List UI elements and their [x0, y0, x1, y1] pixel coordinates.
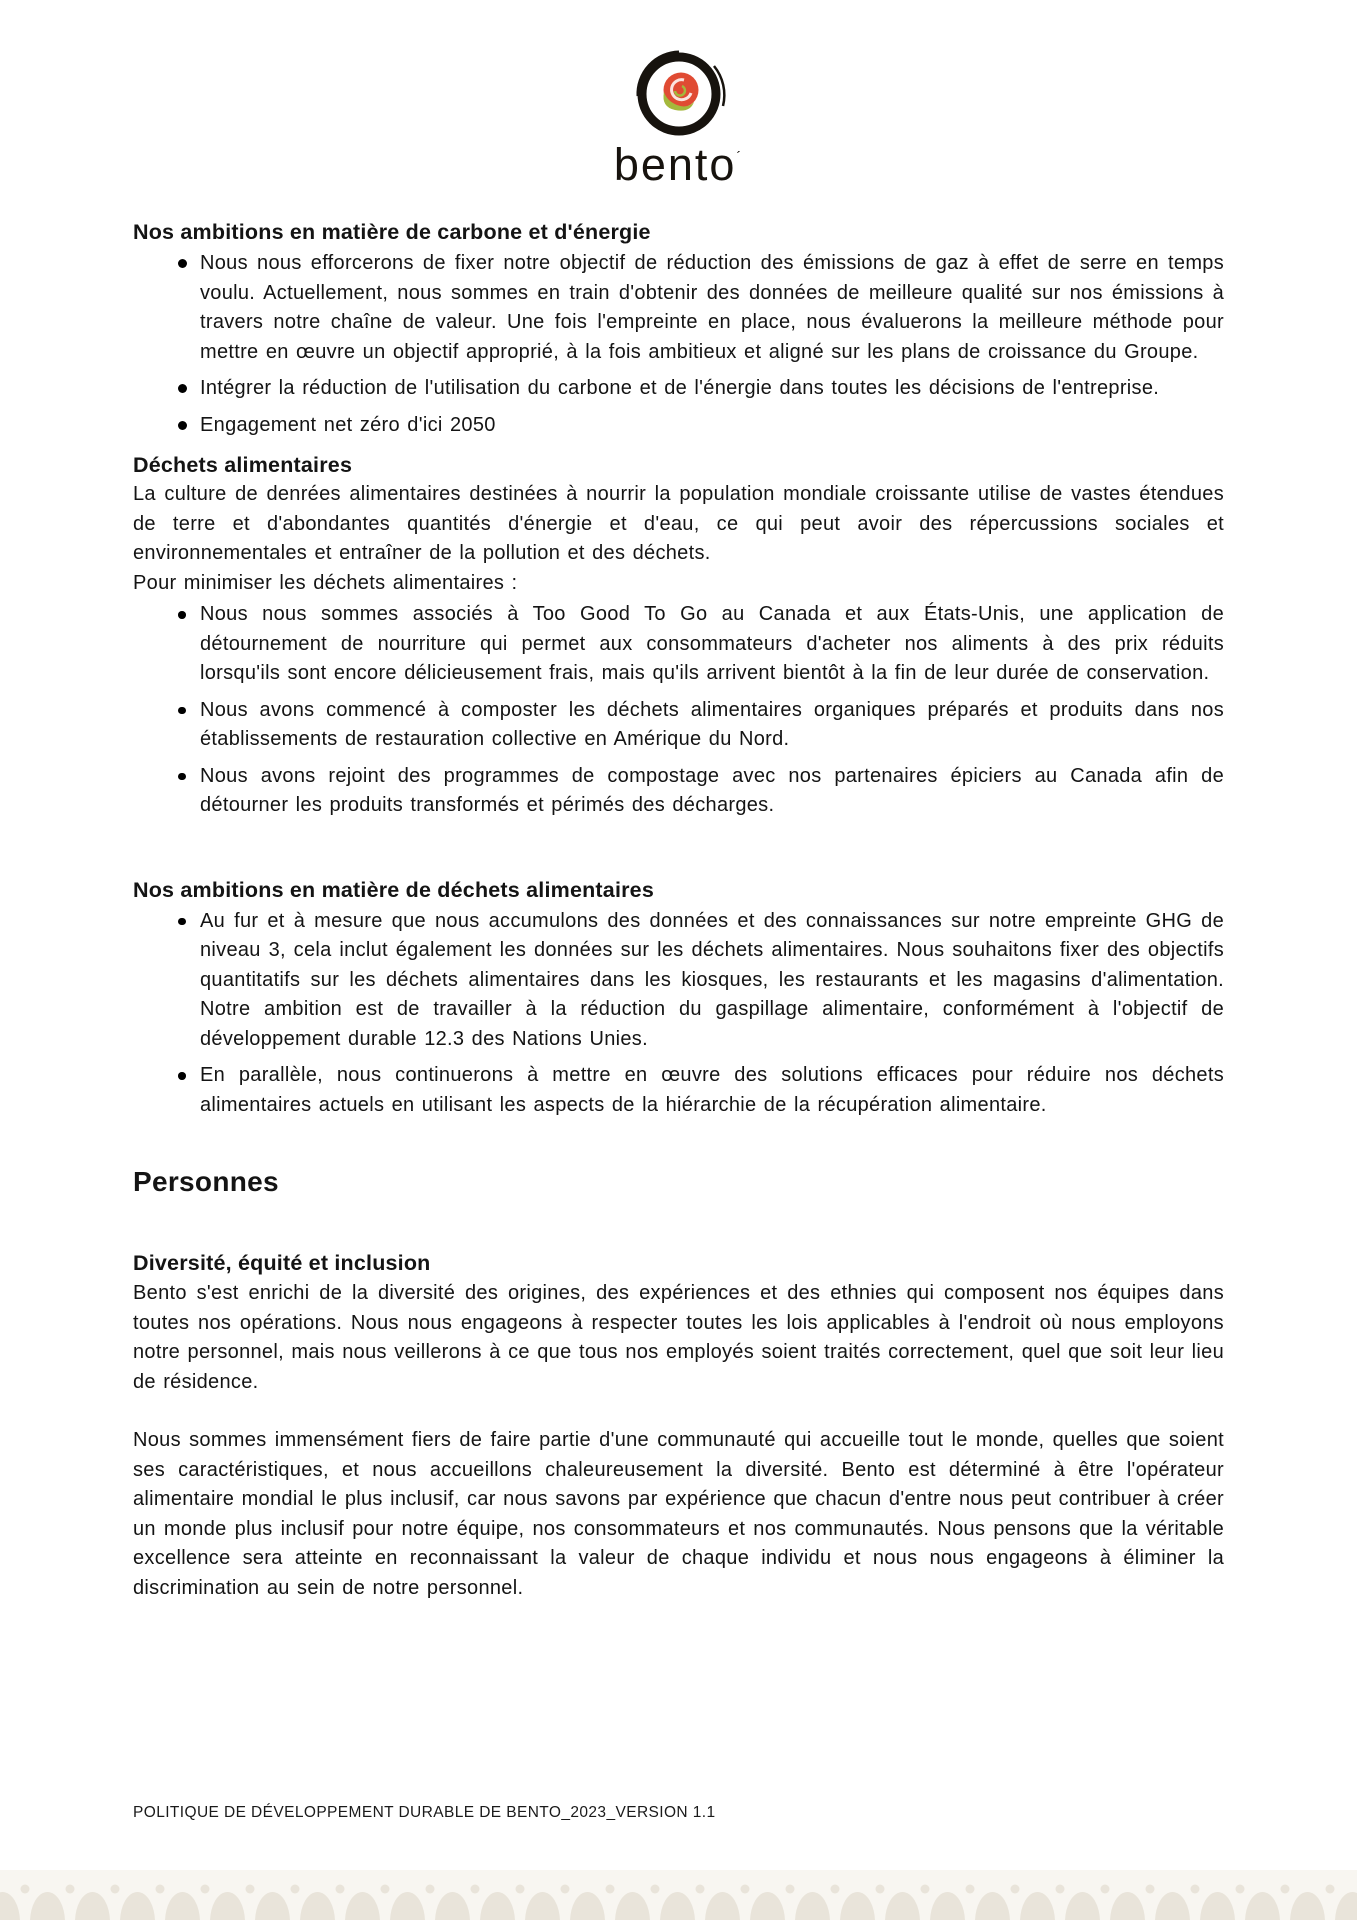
list-item	[133, 907, 1224, 1055]
list-item-text: Nous avons rejoint des programmes de compostage avec nos partenaires épiciers au Canada afin de détourner les produits transformés et périmés des décharges.	[200, 764, 1224, 816]
logo-trademark: ´	[736, 148, 744, 164]
scallop-pattern-icon	[0, 1870, 1357, 1920]
list-item	[133, 374, 1224, 404]
list-item-text: En parallèle, nous continuerons à mettre en œuvre des solutions efficaces pour réduire nos déchets alimentaires actuels en utilisant les aspects de la hiérarchie de la récupération alimentaire.	[200, 1064, 1224, 1116]
dei-paragraph-2: Nous sommes immensément fiers de faire partie d'une communauté qui accueille tout le monde, quelles que soient ses caractéristiques, et nous accueillons chaleureusement la diversité. Bento est déterminé à être l'opérateur alimentaire mondial le plus inclusif, car nous savons par expérience que chacun d'entre nous peut contribuer à créer un monde plus inclusif pour notre équipe, nos consommateurs et nos communautés. Nous pensons que la véritable excellence sera atteinte en reconnaissant la valeur de chaque individu et nous nous engageons à éliminer la discrimination au sein de notre personnel.	[133, 1429, 1224, 1599]
food-waste-lead: Pour minimiser les déchets alimentaires :	[133, 571, 518, 594]
logo-block	[0, 0, 1357, 190]
bullet-icon	[178, 421, 187, 430]
heading-carbon-ambitions: Nos ambitions en matière de carbone et d'énergie	[133, 220, 651, 244]
bento-logo-icon	[594, 44, 764, 146]
list-item	[133, 411, 1224, 441]
list-item-text: Intégrer la réduction de l'utilisation du carbone et de l'énergie dans toutes les décisions de l'entreprise.	[200, 377, 1160, 399]
food-waste-list	[133, 600, 1224, 821]
list-item	[133, 762, 1224, 821]
list-item	[133, 696, 1224, 755]
list-item-text: Au fur et à mesure que nous accumulons des données et des connaissances sur notre empreinte GHG de niveau 3, cela inclut également les données sur les déchets alimentaires. Nous souhaitons fixer des objectifs quantitatifs sur les déchets alimentaires dans les kiosques, les restaurants et les magasins d'alimentation. Notre ambition est de travailler à la réduction du gaspillage alimentaire, conformément à l'objectif de développement durable 12.3 des Nations Unies.	[200, 909, 1224, 1050]
heading-food-waste-ambitions: Nos ambitions en matière de déchets alimentaires	[133, 877, 655, 902]
bullet-icon	[178, 773, 186, 781]
list-item-text: Nous nous efforcerons de fixer notre objectif de réduction des émissions de gaz à effet de serre en temps voulu. Actuellement, nous sommes en train d'obtenir des données de meilleure qualité sur nos émissions à travers notre chaîne de valeur. Une fois l'empreinte en place, nous évaluerons la meilleure méthode pour mettre en œuvre un objectif approprié, à la fois ambitieux et aligné sur les plans de croissance du Groupe.	[200, 252, 1224, 363]
bullet-icon	[178, 918, 186, 926]
document-content	[0, 217, 1357, 1603]
food-waste-ambitions-list	[133, 907, 1224, 1121]
list-item-text: Engagement net zéro d'ici 2050	[200, 413, 496, 436]
list-item-text: Nous nous sommes associés à Too Good To Go au Canada et aux États-Unis, une application de détournement de nourriture qui permet aux consommateurs d'acheter nos aliments à des prix réduits lorsqu'ils sont encore délicieusement frais, mais qu'ils arrivent bientôt à la fin de leur durée de conservation.	[200, 603, 1224, 684]
scallop-border-decoration	[0, 1870, 1357, 1920]
heading-food-waste: Déchets alimentaires	[133, 453, 353, 477]
list-item	[133, 600, 1224, 689]
list-item	[133, 249, 1224, 367]
heading-dei: Diversité, équité et inclusion	[133, 1251, 431, 1275]
bullet-icon	[178, 1072, 186, 1080]
dei-paragraph-1: Bento s'est enrichi de la diversité des origines, des expériences et des ethnies qui composent nos équipes dans toutes nos opérations. Nous nous engageons à respecter toutes les lois applicables à l'endroit où nous employons notre personnel, mais nous veillerons à ce que tous nos employés soient traités correctement, quel que soit leur lieu de résidence.	[133, 1282, 1224, 1393]
logo-wordmark-text: bento	[613, 139, 737, 190]
bullet-icon	[178, 707, 186, 715]
bullet-icon	[178, 259, 187, 268]
carbon-ambitions-list	[133, 249, 1224, 440]
list-item-text: Nous avons commencé à composter les déchets alimentaires organiques préparés et produits dans nos établissements de restauration collective en Amérique du Nord.	[200, 698, 1224, 750]
bullet-icon	[178, 611, 186, 619]
heading-people: Personnes	[133, 1166, 279, 1197]
food-waste-intro: La culture de denrées alimentaires destinées à nourrir la population mondiale croissante utilise de vastes étendues de terre et d'abondantes quantités d'énergie et d'eau, ce qui peut avoir des répercussions sociales et environnementales et entraîner de la pollution et des déchets.	[133, 483, 1224, 564]
logo-wordmark	[0, 139, 1357, 190]
page-footer: POLITIQUE DE DÉVELOPPEMENT DURABLE DE BENTO_2023_VERSION 1.1	[133, 1804, 716, 1821]
bullet-icon	[178, 384, 187, 393]
list-item	[133, 1061, 1224, 1120]
